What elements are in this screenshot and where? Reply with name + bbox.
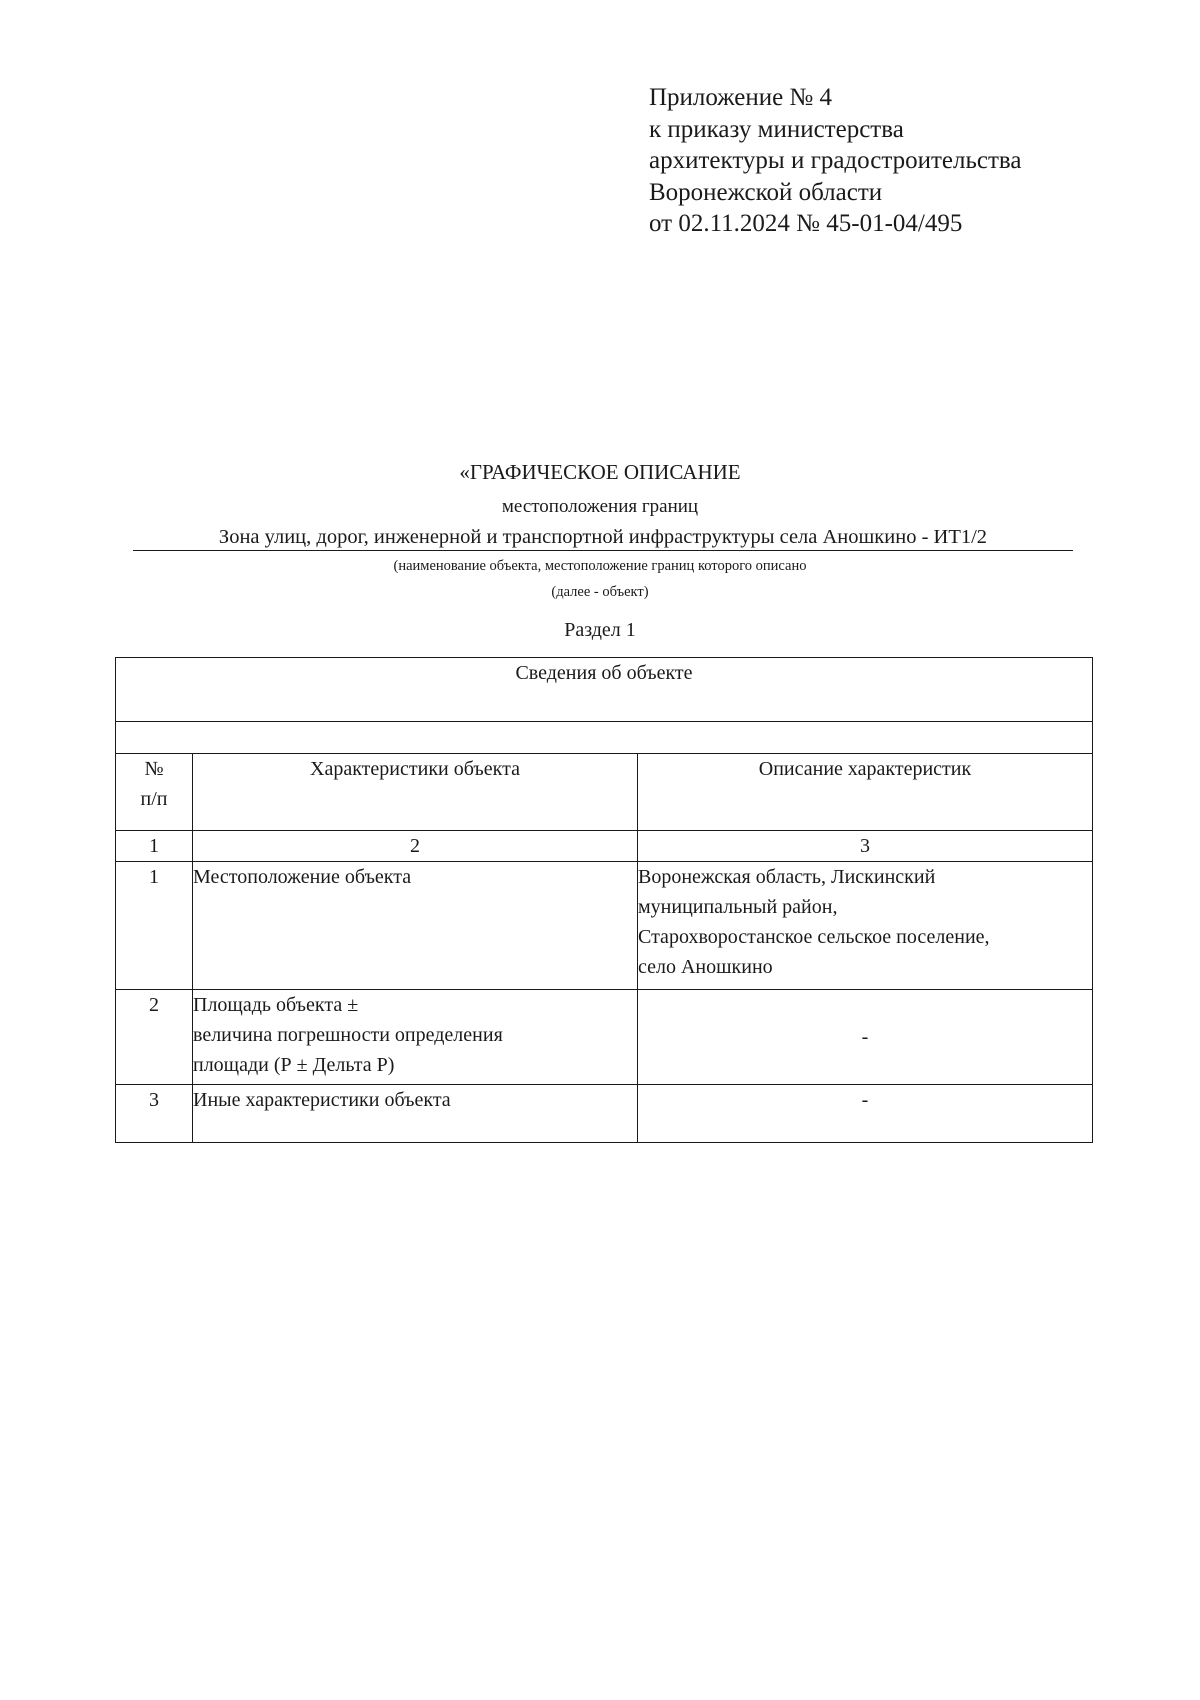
table-row bbox=[116, 862, 1093, 990]
column-number: 2 bbox=[193, 831, 638, 862]
row-description: - bbox=[638, 990, 1093, 1085]
column-header-description: Описание характеристик bbox=[638, 754, 1093, 831]
row-number: 3 bbox=[116, 1085, 193, 1143]
row-characteristic: Местоположение объекта bbox=[193, 862, 638, 990]
column-number-row bbox=[116, 831, 1093, 862]
row-description: - bbox=[638, 1085, 1093, 1143]
row-description: Воронежская область, Лискинский муниципальный район, Старохворостанское сельское поселение, село Аношкино bbox=[638, 862, 1093, 990]
column-number: 1 bbox=[116, 831, 193, 862]
document-title: «ГРАФИЧЕСКОЕ ОПИСАНИЕ bbox=[459, 460, 741, 484]
document-subtitle: местоположения границ bbox=[501, 496, 699, 517]
empty-cell bbox=[116, 722, 1093, 754]
object-name: Зона улиц, дорог, инженерной и транспортной инфраструктуры села Аношкино - ИТ1/2 bbox=[133, 526, 1073, 551]
column-header-characteristic: Характеристики объекта bbox=[193, 754, 638, 831]
appendix-line: Воронежской области bbox=[649, 178, 883, 206]
table-row bbox=[116, 1085, 1093, 1143]
row-number: 2 bbox=[116, 990, 193, 1085]
appendix-line: к приказу министерства bbox=[649, 115, 904, 143]
row-characteristic: Площадь объекта ± величина погрешности определения площади (Р ± Дельта Р) bbox=[193, 990, 638, 1085]
appendix-line: Приложение № 4 bbox=[649, 84, 833, 111]
object-name-caption-continued: (далее - объект) bbox=[551, 584, 649, 600]
section-title: Раздел 1 bbox=[564, 619, 636, 641]
column-header-row bbox=[116, 754, 1093, 831]
table-header: Сведения об объекте bbox=[116, 658, 1093, 722]
appendix-line: от 02.11.2024 № 45-01-04/495 bbox=[649, 210, 963, 237]
table-empty-row bbox=[116, 722, 1093, 754]
row-number: 1 bbox=[116, 862, 193, 990]
column-number: 3 bbox=[638, 831, 1093, 862]
object-name-caption: (наименование объекта, местоположение границ которого описано bbox=[393, 558, 807, 574]
table-header-row bbox=[116, 658, 1093, 722]
object-info-table bbox=[115, 657, 1093, 1143]
column-header-number: № п/п bbox=[116, 754, 193, 831]
appendix-line: архитектуры и градостроительства bbox=[649, 147, 1022, 174]
row-characteristic: Иные характеристики объекта bbox=[193, 1085, 638, 1143]
table-row bbox=[116, 990, 1093, 1085]
appendix-header bbox=[649, 82, 1021, 240]
